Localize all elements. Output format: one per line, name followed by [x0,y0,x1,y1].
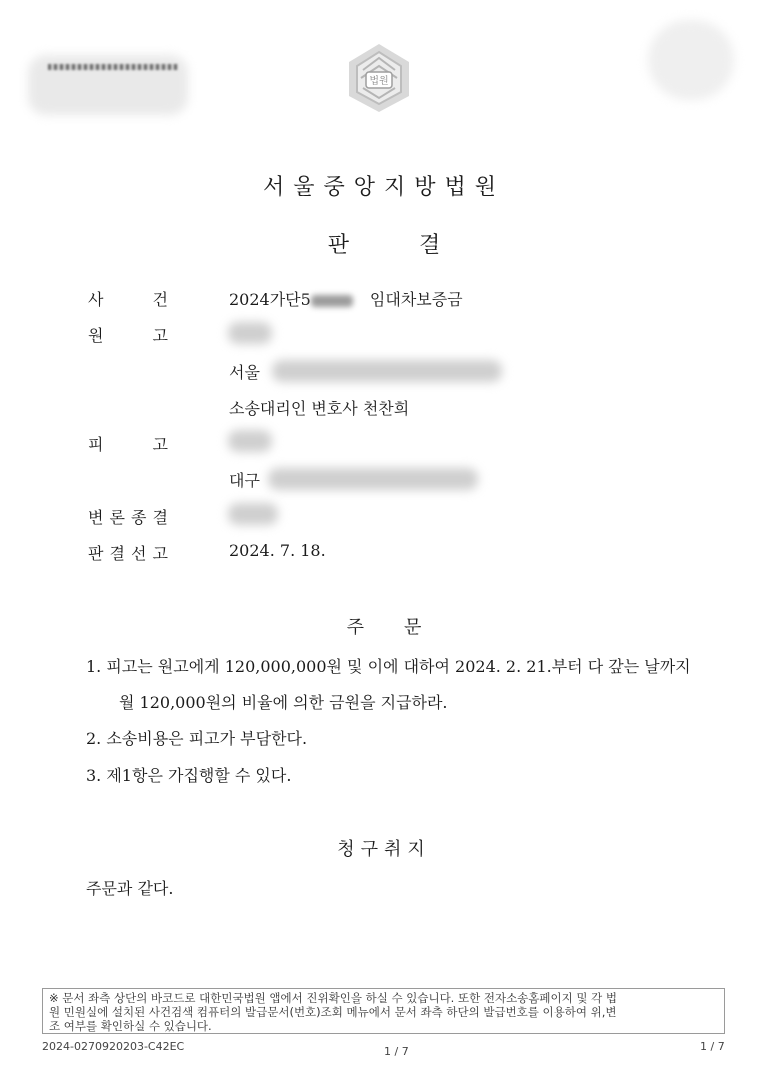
closing-label-char: 변 [88,508,104,527]
emblem-label: 법원 [369,76,389,87]
case-number-row [229,287,463,310]
verdict-date-label-char: 결 [109,544,125,563]
defendant-label-char: 고 [152,435,168,454]
plaintiff-label-char: 고 [152,326,168,345]
claim-title: 청구취지 [337,839,431,860]
verdict-date-label-char: 고 [152,544,168,563]
order-item-2: 2. 소송비용은 피고가 부담한다. [86,729,308,748]
notice-line-2: 원 민원실에 설치된 사건검색 컴퓨터의 발급문서(번호)조회 메뉴에서 문서 좌측 하단의 발급번호를 이용하여 위,변 [49,1005,617,1019]
order-item-1: 1. 피고는 원고에게 120,000,000원 및 이에 대하여 2024. 2. 21.부터 다 갚는 날까지 [86,657,691,676]
closing-date-redacted [228,503,278,525]
closing-label [88,505,168,528]
case-number-redacted [311,295,353,307]
document-type: 판 결 [327,233,441,258]
page-number-right: 1 / 7 [700,1040,725,1053]
defendant-address-prefix: 대구 [229,471,260,490]
case-label-char: 사 [88,290,104,309]
barcode-mark [48,64,178,70]
plaintiff-attorney: 소송대리인 변호사 천찬희 [229,399,410,418]
plaintiff-name-redacted [228,322,272,344]
plaintiff-address-prefix: 서울 [229,363,260,382]
main-order-title: 주 문 [346,617,422,638]
claim-text: 주문과 같다. [86,879,174,898]
plaintiff-label-char: 원 [88,326,104,345]
case-label-char: 건 [152,290,168,309]
issue-number: 2024-0270920203-C42EC [42,1040,185,1053]
defendant-address-redacted [268,468,478,490]
defendant-name-redacted [228,430,272,452]
case-name: 임대차보증금 [369,290,463,309]
court-emblem-icon [343,42,415,114]
verdict-date-label [88,541,168,564]
defendant-label [88,432,168,455]
closing-label-char: 결 [152,508,168,527]
closing-label-char: 론 [109,508,125,527]
plaintiff-label [88,323,168,346]
verdict-date-label-char: 선 [131,544,147,563]
closing-label-char: 종 [131,508,147,527]
case-label [88,287,168,310]
corner-redacted [648,20,734,100]
notice-line-1: ※ 문서 좌측 상단의 바코드로 대한민국법원 앱에서 진위확인을 하실 수 있습니다. 또한 전자소송홈페이지 및 각 법 [49,991,618,1005]
order-item-1-cont: 월 120,000원의 비율에 의한 금원을 지급하라. [119,693,448,712]
verification-notice [42,988,725,1034]
plaintiff-address-redacted [272,360,502,382]
verdict-date-label-char: 판 [88,544,104,563]
defendant-label-char: 피 [88,435,104,454]
page-number-center: 1 / 7 [384,1045,409,1058]
notice-line-3: 조 여부를 확인하실 수 있습니다. [49,1019,212,1033]
verdict-date: 2024. 7. 18. [229,541,326,560]
court-name: 서울중앙지방법원 [262,175,506,200]
order-item-3: 3. 제1항은 가집행할 수 있다. [86,766,292,785]
case-number: 2024가단5 [229,290,311,309]
